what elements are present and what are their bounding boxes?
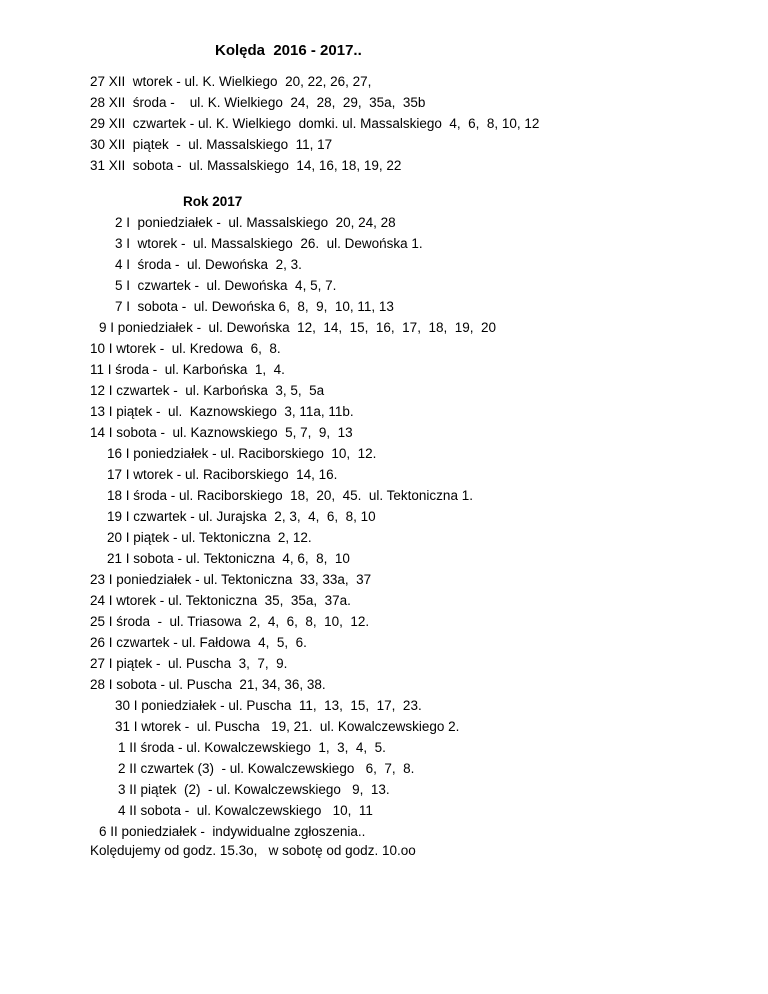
schedule-line-2017: 19 I czwartek - ul. Jurajska 2, 3, 4, 6, 8, 10 [107, 509, 376, 524]
schedule-line-2016: 30 XII piątek - ul. Massalskiego 11, 17 [90, 137, 333, 152]
schedule-line-2017: 9 I poniedziałek - ul. Dewońska 12, 14, 15, 16, 17, 18, 19, 20 [99, 320, 496, 335]
schedule-line-2017: 3 I wtorek - ul. Massalskiego 26. ul. Dewońska 1. [115, 236, 423, 251]
schedule-line-2017: 31 I wtorek - ul. Puscha 19, 21. ul. Kowalczewskiego 2. [115, 719, 460, 734]
schedule-line-2017: 13 I piątek - ul. Kaznowskiego 3, 11a, 11b. [90, 404, 354, 419]
document-title: Kolęda 2016 - 2017.. [215, 42, 362, 59]
schedule-line-2017: 26 I czwartek - ul. Fałdowa 4, 5, 6. [90, 635, 307, 650]
schedule-line-2016: 31 XII sobota - ul. Massalskiego 14, 16, 18, 19, 22 [90, 158, 402, 173]
schedule-line-2017: 16 I poniedziałek - ul. Raciborskiego 10, 12. [107, 446, 377, 461]
schedule-line-2017: 1 II środa - ul. Kowalczewskiego 1, 3, 4, 5. [118, 740, 386, 755]
schedule-line-2016: 28 XII środa - ul. K. Wielkiego 24, 28, 29, 35a, 35b [90, 95, 426, 110]
schedule-line-2017: 14 I sobota - ul. Kaznowskiego 5, 7, 9, 13 [90, 425, 353, 440]
schedule-line-2017: 4 II sobota - ul. Kowalczewskiego 10, 11 [118, 803, 373, 818]
schedule-line-2017: 17 I wtorek - ul. Raciborskiego 14, 16. [107, 467, 338, 482]
schedule-line-2017: 20 I piątek - ul. Tektoniczna 2, 12. [107, 530, 312, 545]
schedule-line-2017: 27 I piątek - ul. Puscha 3, 7, 9. [90, 656, 288, 671]
schedule-line-2017: 2 II czwartek (3) - ul. Kowalczewskiego 6, 7, 8. [118, 761, 415, 776]
schedule-line-2017: 11 I środa - ul. Karbońska 1, 4. [90, 362, 285, 377]
schedule-line-2017: 12 I czwartek - ul. Karbońska 3, 5, 5a [90, 383, 325, 398]
schedule-line-2017: 25 I środa - ul. Triasowa 2, 4, 6, 8, 10, 12. [90, 614, 370, 629]
schedule-line-2017: 30 I poniedziałek - ul. Puscha 11, 13, 15, 17, 23. [115, 698, 422, 713]
year-2017-heading: Rok 2017 [183, 194, 243, 209]
schedule-line-2017: 7 I sobota - ul. Dewońska 6, 8, 9, 10, 11, 13 [115, 299, 394, 314]
schedule-line-2017: 5 I czwartek - ul. Dewońska 4, 5, 7. [115, 278, 337, 293]
schedule-line-2017: 4 I środa - ul. Dewońska 2, 3. [115, 257, 302, 272]
visiting-hours-note: Kolędujemy od godz. 15.3o, w sobotę od godz. 10.oo [90, 843, 416, 858]
schedule-line-2017: 10 I wtorek - ul. Kredowa 6, 8. [90, 341, 281, 356]
schedule-line-2017: 3 II piątek (2) - ul. Kowalczewskiego 9, 13. [118, 782, 390, 797]
schedule-line-2017: 28 I sobota - ul. Puscha 21, 34, 36, 38. [90, 677, 326, 692]
schedule-line-2017: 21 I sobota - ul. Tektoniczna 4, 6, 8, 10 [107, 551, 350, 566]
schedule-line-2016: 27 XII wtorek - ul. K. Wielkiego 20, 22, 26, 27, [90, 74, 372, 89]
schedule-line-2017: 24 I wtorek - ul. Tektoniczna 35, 35a, 37a. [90, 593, 351, 608]
schedule-line-2017: 6 II poniedziałek - indywidualne zgłoszenia.. [99, 824, 366, 839]
schedule-line-2016: 29 XII czwartek - ul. K. Wielkiego domki. ul. Massalskiego 4, 6, 8, 10, 12 [90, 116, 540, 131]
schedule-line-2017: 23 I poniedziałek - ul. Tektoniczna 33, 33a, 37 [90, 572, 372, 587]
schedule-line-2017: 2 I poniedziałek - ul. Massalskiego 20, 24, 28 [115, 215, 396, 230]
schedule-line-2017: 18 I środa - ul. Raciborskiego 18, 20, 45. ul. Tektoniczna 1. [107, 488, 473, 503]
